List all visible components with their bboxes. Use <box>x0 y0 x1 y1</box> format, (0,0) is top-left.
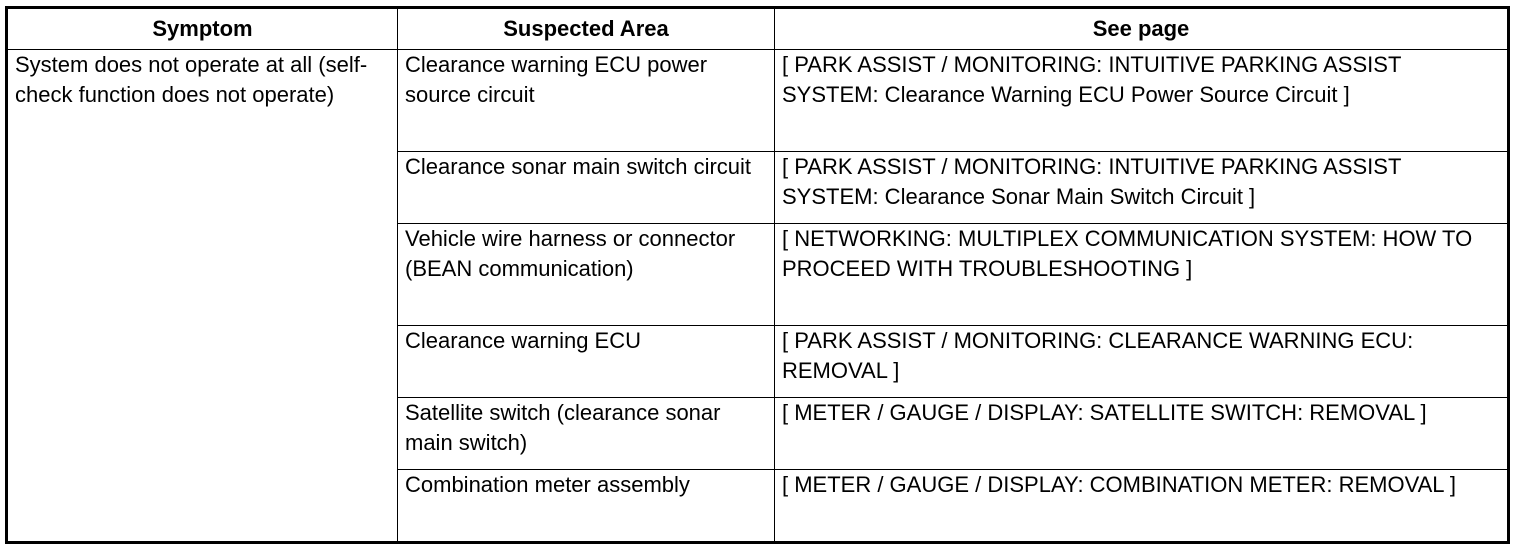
see-page-cell: [ METER / GAUGE / DISPLAY: COMBINATION METER: REMOVAL ] <box>775 470 1509 543</box>
suspected-area-cell: Clearance sonar main switch circuit <box>398 152 775 224</box>
see-page-cell: [ PARK ASSIST / MONITORING: CLEARANCE WARNING ECU: REMOVAL ] <box>775 326 1509 398</box>
see-page-cell: [ PARK ASSIST / MONITORING: INTUITIVE PARKING ASSIST SYSTEM: Clearance Warning ECU Power Source Circuit ] <box>775 50 1509 152</box>
header-symptom: Symptom <box>7 8 398 50</box>
header-see-page: See page <box>775 8 1509 50</box>
see-page-cell: [ PARK ASSIST / MONITORING: INTUITIVE PARKING ASSIST SYSTEM: Clearance Sonar Main Switch Circuit ] <box>775 152 1509 224</box>
table-row <box>7 50 1509 152</box>
header-suspected-area: Suspected Area <box>398 8 775 50</box>
suspected-area-cell: Combination meter assembly <box>398 470 775 543</box>
see-page-cell: [ METER / GAUGE / DISPLAY: SATELLITE SWITCH: REMOVAL ] <box>775 398 1509 470</box>
suspected-area-cell: Satellite switch (clearance sonar main switch) <box>398 398 775 470</box>
header-row <box>7 8 1509 50</box>
suspected-area-cell: Clearance warning ECU <box>398 326 775 398</box>
troubleshooting-table <box>5 6 1510 544</box>
suspected-area-cell: Vehicle wire harness or connector (BEAN communication) <box>398 224 775 326</box>
see-page-cell: [ NETWORKING: MULTIPLEX COMMUNICATION SYSTEM: HOW TO PROCEED WITH TROUBLESHOOTING ] <box>775 224 1509 326</box>
suspected-area-cell: Clearance warning ECU power source circuit <box>398 50 775 152</box>
symptom-cell: System does not operate at all (self-check function does not operate) <box>7 50 398 543</box>
